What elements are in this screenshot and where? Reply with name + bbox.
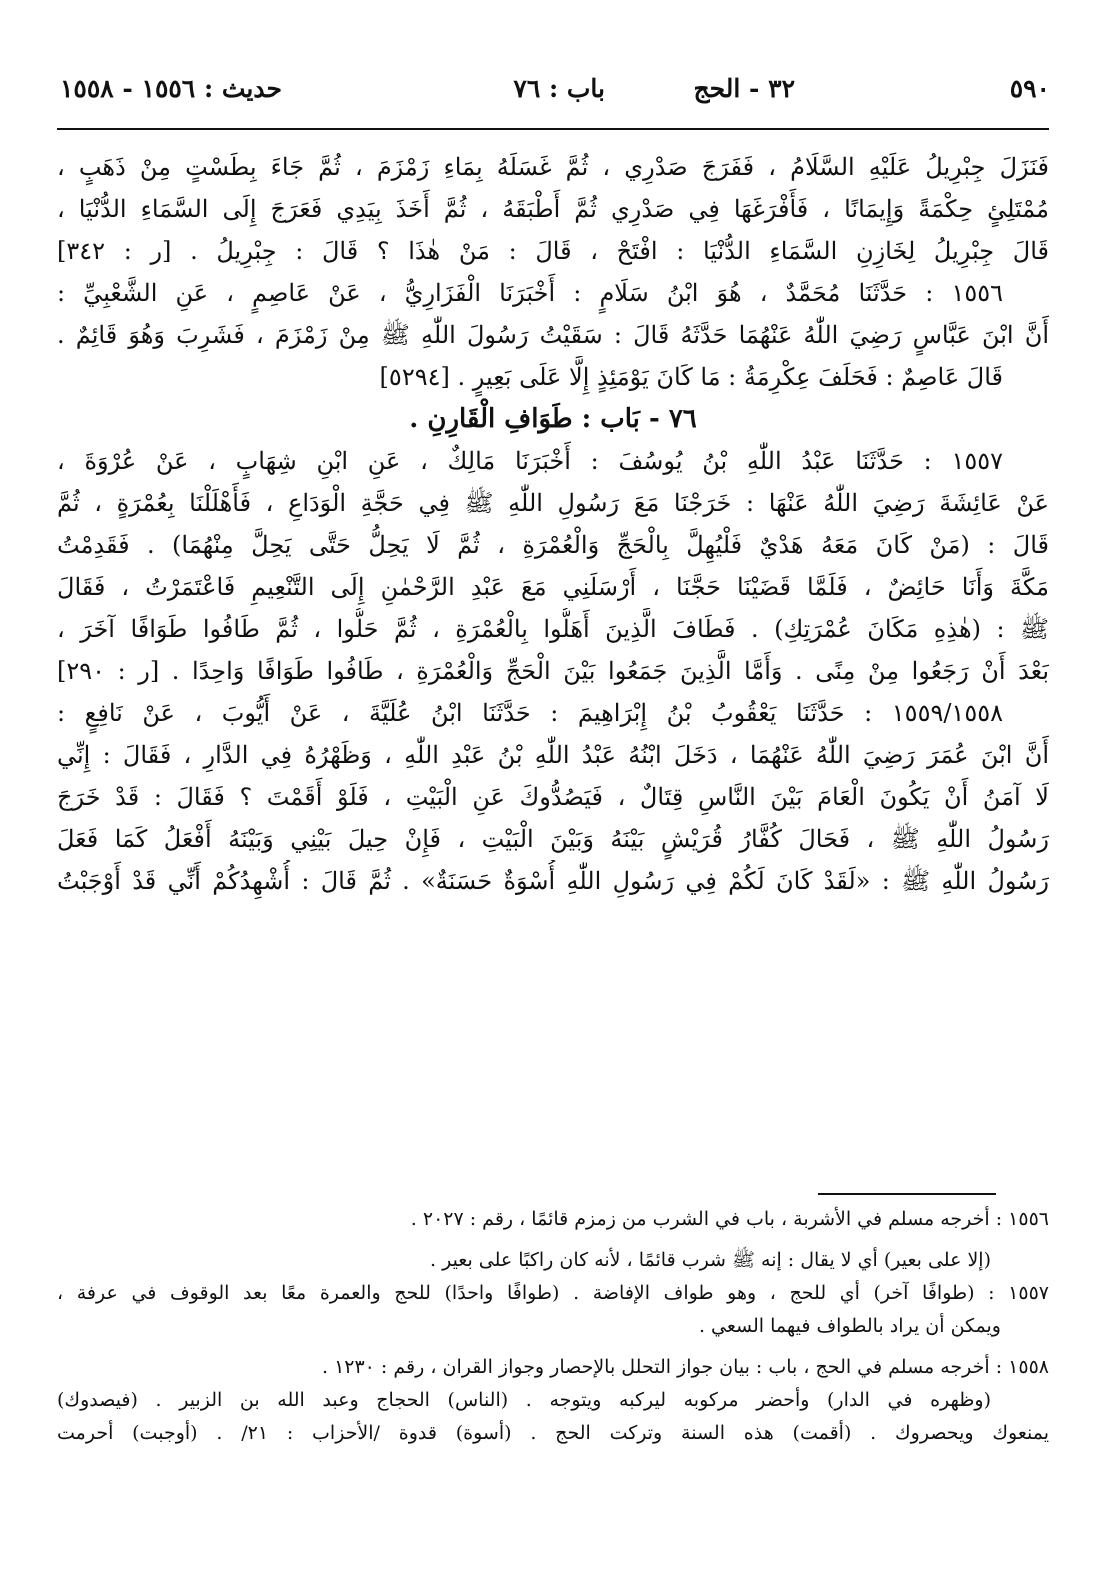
text-line: ١٥٥٩/١٥٥٨ : حَدَّثَنَا يَعْقُوبُ بْنُ إِبْرَاهِيمَ : حَدَّثَنَا ابْنُ عُلَيَّةَ ، عَنْ أَيُّوبَ ، عَنْ نَافِعٍ : bbox=[57, 699, 1003, 727]
text-line: عَنْ عَائِشَةَ رَضِيَ اللّٰهُ عَنْهَا : خَرَجْنَا مَعَ رَسُولِ اللّٰهِ ﷺ فِي حَجَّةِ الْوَدَاعِ ، فَأَهْلَلْنَا بِعُمْرَةٍ ، ثُمَّ bbox=[57, 489, 1049, 517]
text-line: مُمْتَلِئٍ حِكْمَةً وَإِيمَانًا ، فَأَفْرَغَهَا فِي صَدْرِي ثُمَّ أَطْبَقَهُ ، ثُمَّ أَخَذَ بِيَدِي فَعَرَجَ إِلَى السَّمَاءِ الدُّنْيَا ، bbox=[57, 195, 1049, 223]
running-header bbox=[60, 66, 1050, 112]
footnote-line-indented bbox=[57, 1310, 1049, 1343]
text-line: لَا آمَنُ أَنْ يَكُونَ الْعَامَ بَيْنَ النَّاسِ قِتَالٌ ، فَيَصُدُّوكَ عَنِ الْبَيْتِ ، فَلَوْ أَقَمْتَ ؟ فَقَالَ : قَدْ خَرَجَ bbox=[57, 783, 1049, 811]
text-line: فَنَزَلَ جِبْرِيلُ عَلَيْهِ السَّلَامُ ، فَفَرَجَ صَدْرِي ، ثُمَّ غَسَلَهُ بِمَاءِ زَمْزَمَ ، ثُمَّ جَاءَ بِطَسْتٍ مِنْ ذَهَبٍ ، bbox=[57, 153, 1049, 181]
footnote-line-indented bbox=[57, 1244, 1049, 1277]
text-line: قَالَ جِبْرِيلُ لِخَازِنِ السَّمَاءِ الدُّنْيَا : افْتَحْ ، قَالَ : مَنْ هٰذَا ؟ قَالَ : جِبْرِيلُ . [ر : ٣٤٢] bbox=[57, 237, 1049, 265]
hadith-range: حديث : ١٥٥٦ - ١٥٥٨ bbox=[60, 74, 282, 103]
footnote-line: (وظهره في الدار) وأحضر مركوبه ليركبه ويتوجه . (الناس) الحجاج وعبد الله بن الزبير . (فيصدوك) bbox=[57, 1389, 991, 1411]
hadith-1556-line bbox=[57, 272, 1049, 314]
text-line: ١٥٥٧ : حَدَّثَنَا عَبْدُ اللّٰهِ بْنُ يُوسُفَ : أَخْبَرَنَا مَالِكٌ ، عَنِ ابْنِ شِهَابٍ ، عَنْ عُرْوَةَ ، bbox=[57, 447, 1003, 475]
text-line: أَنَّ ابْنَ عُمَرَ رَضِيَ اللّٰهُ عَنْهُمَا ، دَخَلَ ابْنُهُ عَبْدُ اللّٰهِ بْنُ عَبْدِ اللّٰهِ ، وَظَهْرُهُ فِي الدَّارِ ، فَقَالَ : إِنِّي bbox=[57, 741, 1049, 769]
header-rule bbox=[57, 128, 1049, 130]
text-line: أَنَّ ابْنَ عَبَّاسٍ رَضِيَ اللّٰهُ عَنْهُمَا حَدَّثَهُ قَالَ : سَقَيْتُ رَسُولَ اللّٰهِ ﷺ مِنْ زَمْزَمَ ، فَشَرِبَ وَهُوَ قَائِمٌ . bbox=[57, 321, 1049, 349]
page-number: ٥٩٠ bbox=[1009, 74, 1050, 103]
footnote-rule bbox=[818, 1193, 996, 1195]
chapter-title: ٧٦ - بَاب : طَوَافِ الْقَارِنِ . bbox=[409, 404, 697, 434]
footnote-line: ١٥٥٧ : (طوافًا آخر) أي للحج ، وهو طواف الإفاضة . (طوافًا واحدًا) للحج والعمرة معًا بعد الوقوف في عرفة ، bbox=[57, 1282, 1049, 1304]
text-line: رَسُولُ اللّٰهِ ﷺ ، فَحَالَ كُفَّارُ قُرَيْشٍ بَيْنَهُ وَبَيْنَ الْبَيْتِ ، فَإِنْ حِيلَ بَيْنِي وَبَيْنَهُ أَفْعَلُ كَمَا فَعَلَ bbox=[57, 825, 1049, 853]
hadith-1557-line bbox=[57, 440, 1049, 482]
text-line: ١٥٥٦ : حَدَّثَنَا مُحَمَّدٌ ، هُوَ ابْنُ سَلَامٍ : أَخْبَرَنَا الْفَزَارِيُّ ، عَنْ عَاصِمٍ ، عَنِ الشَّعْبِيِّ : bbox=[57, 279, 1003, 307]
footnote-line: (إلا على بعير) أي لا يقال : إنه ﷺ شرب قائمًا ، لأنه كان راكبًا على بعير . bbox=[430, 1249, 991, 1271]
footnote-line-indented bbox=[57, 1384, 1049, 1417]
footnote-line: ويمكن أن يراد بالطواف فيهما السعي . bbox=[698, 1315, 1001, 1337]
footnote-line: ١٥٥٨ : أخرجه مسلم في الحج ، باب : بيان جواز التحلل بالإحصار وجواز القران ، رقم : ١٢٣٠ . bbox=[321, 1356, 1049, 1378]
footnote-line: يمنعوك ويحصروك . (أقمت) هذه السنة وتركت الحج . (أسوة) قدوة /الأحزاب : ٢١/ . (أوجبت) أحرمت bbox=[57, 1422, 1049, 1444]
footnotes bbox=[57, 1203, 1049, 1450]
footnote-line: ١٥٥٦ : أخرجه مسلم في الأشربة ، باب في الشرب من زمزم قائمًا ، رقم : ٢٠٢٧ . bbox=[410, 1208, 1049, 1230]
text-line: رَسُولُ اللّٰهِ ﷺ : «لَقَدْ كَانَ لَكُمْ فِي رَسُولِ اللّٰهِ أُسْوَةٌ حَسَنَةٌ» . ثُمَّ قَالَ : أُشْهِدُكُمْ أَنِّي قَدْ أَوْجَبْتُ bbox=[57, 867, 1049, 895]
hadith-1556-end bbox=[57, 356, 1049, 398]
main-text bbox=[57, 146, 1049, 902]
text-line: مَكَّةَ وَأَنَا حَائِضٌ ، فَلَمَّا قَضَيْنَا حَجَّنَا ، أَرْسَلَنِي مَعَ عَبْدِ الرَّحْمٰنِ إِلَى التَّنْعِيمِ فَاعْتَمَرْتُ ، فَقَالَ bbox=[57, 573, 1049, 601]
text-line: قَالَ : (مَنْ كَانَ مَعَهُ هَدْيٌ فَلْيُهِلَّ بِالْحَجِّ وَالْعُمْرَةِ ، ثُمَّ لَا يَحِلُّ حَتَّى يَحِلَّ مِنْهُمَا) . فَقَدِمْتُ bbox=[57, 531, 1049, 559]
chapter-number: باب : ٧٦ bbox=[513, 74, 605, 103]
text-line: ﷺ : (هٰذِهِ مَكَانَ عُمْرَتِكِ) . فَطَافَ الَّذِينَ أَهَلُّوا بِالْعُمْرَةِ ، ثُمَّ حَلُّوا ، ثُمَّ طَافُوا طَوَافًا آخَرَ ، bbox=[57, 615, 1049, 643]
book-title: ٣٢ - الحج bbox=[693, 74, 795, 103]
hadith-1558-line bbox=[57, 692, 1049, 734]
text-line: قَالَ عَاصِمٌ : فَحَلَفَ عِكْرِمَةُ : مَا كَانَ يَوْمَئِذٍ إِلَّا عَلَى بَعِيرٍ . [٥٢٩٤] bbox=[379, 363, 1003, 391]
text-line: بَعْدَ أَنْ رَجَعُوا مِنْ مِنًى . وَأَمَّا الَّذِينَ جَمَعُوا بَيْنَ الْحَجِّ وَالْعُمْرَةِ ، طَافُوا طَوَافًا وَاحِدًا . [ر : ٢٩٠] bbox=[57, 657, 1049, 685]
